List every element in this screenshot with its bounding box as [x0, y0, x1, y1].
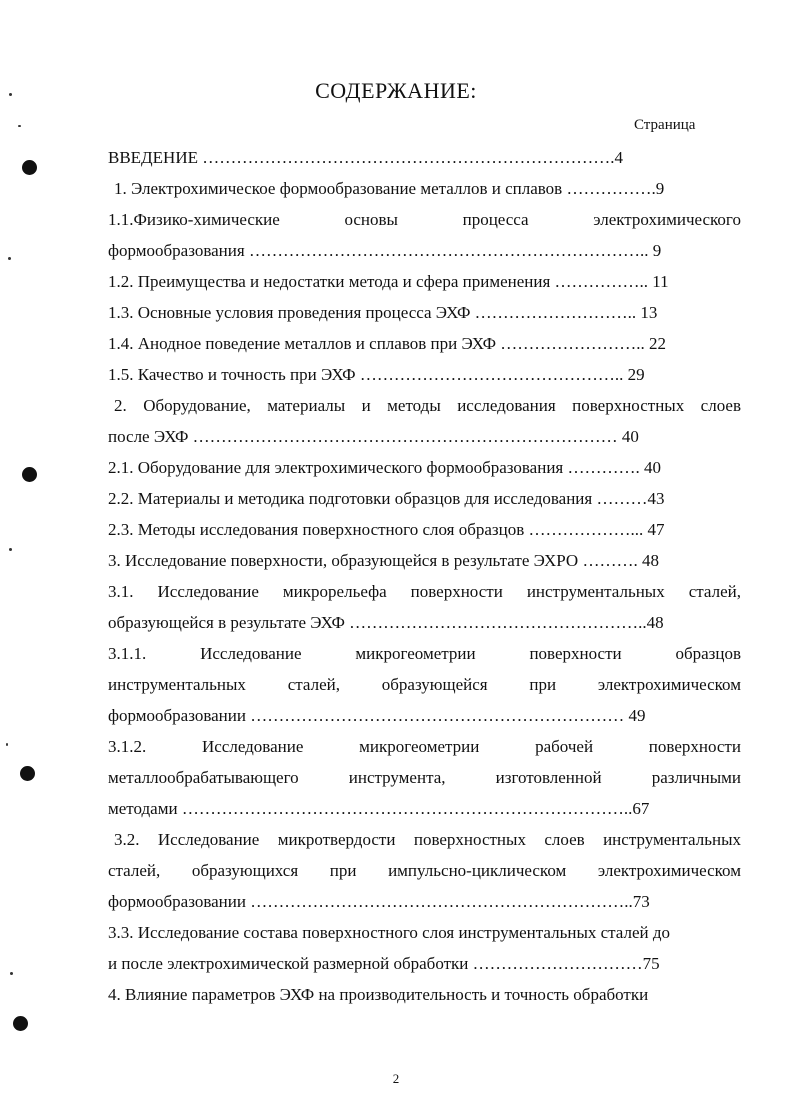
toc-word: электрохимического	[593, 210, 741, 229]
toc-word: инструментальных	[526, 582, 665, 601]
toc-word: электрохимическом	[597, 675, 741, 694]
toc-word: поверхности	[529, 644, 622, 663]
toc-word: методы	[387, 396, 441, 415]
toc-entry-1-2: 1.2. Преимущества и недостатки метода и сфера применения …………….. 11	[108, 272, 669, 291]
toc-entry-3-1-1-end: формообразовании ………………………………………………………… 49	[108, 706, 646, 725]
toc-entry-3-1-2	[108, 731, 741, 762]
toc-entry-3-2-end: формообразовании …………………………………………………………..73	[108, 892, 650, 911]
table-of-contents	[108, 142, 741, 1010]
toc-word: импульсно-циклическом	[388, 861, 567, 880]
toc-entry-1-4: 1.4. Анодное поведение металлов и сплавов при ЭХФ …………………….. 22	[108, 334, 667, 353]
toc-word: и	[361, 396, 371, 415]
punch-hole-4	[13, 1016, 28, 1031]
toc-word: образцов	[675, 644, 741, 663]
page-title: СОДЕРЖАНИЕ:	[315, 78, 477, 103]
toc-entry-3: 3. Исследование поверхности, образующейся в результате ЭХРО ………. 48	[108, 551, 659, 570]
toc-word: рабочей	[535, 737, 594, 756]
toc-word: 3.1.2.	[108, 737, 147, 756]
toc-word: Оборудование,	[143, 396, 251, 415]
toc-word: слоев	[700, 396, 741, 415]
toc-entry-3-3-cont: и после электрохимической размерной обработки …………………………75	[108, 954, 660, 973]
toc-word: процесса	[462, 210, 529, 229]
toc-entry-3-1-1	[108, 638, 741, 669]
toc-word: микрогеометрии	[359, 737, 480, 756]
toc-word: 3.1.1.	[108, 644, 147, 663]
toc-word: образующейся	[381, 675, 488, 694]
toc-word: Исследование	[200, 644, 302, 663]
page-number: 2	[392, 1071, 400, 1086]
toc-word: инструментальных	[108, 675, 246, 694]
toc-word: электрохимическом	[597, 861, 741, 880]
toc-word: слоев	[544, 830, 585, 849]
toc-entry-3-1-2-end: методами ……………………………………………………………………..67	[108, 799, 650, 818]
toc-word: изготовленной	[495, 768, 602, 787]
toc-word: образующихся	[191, 861, 299, 880]
toc-word: основы	[344, 210, 398, 229]
toc-word: инструмента,	[348, 768, 446, 787]
toc-entry-3-1-2-cont	[108, 762, 741, 793]
toc-word: сталей,	[108, 861, 161, 880]
toc-entry-3-2-cont	[108, 855, 741, 886]
toc-entry-2-2: 2.2. Материалы и методика подготовки образцов для исследования ………43	[108, 489, 665, 508]
toc-entry-4: 4. Влияние параметров ЭХФ на производительность и точность обработки	[108, 985, 649, 1004]
punch-hole-3	[20, 766, 35, 781]
toc-word: металлообрабатывающего	[108, 768, 299, 787]
toc-word: микрорельефа	[282, 582, 387, 601]
toc-entry-2-cont: после ЭХФ ………………………………………………………………… 40	[108, 427, 639, 446]
toc-word: исследования	[457, 396, 556, 415]
toc-entry-3-1-1-cont	[108, 669, 741, 700]
toc-word: при	[529, 675, 557, 694]
toc-entry-1-1-cont: формообразования …………………………………………………………….. 9	[108, 241, 662, 260]
toc-entry-2-1: 2.1. Оборудование для электрохимического формообразования …………. 40	[108, 458, 661, 477]
toc-word: сталей,	[688, 582, 741, 601]
toc-entry-introduction: ВВЕДЕНИЕ ……………………………………………………………….4	[108, 148, 623, 167]
toc-word: сталей,	[287, 675, 340, 694]
toc-word: при	[329, 861, 357, 880]
scan-speck	[18, 125, 21, 127]
toc-word: поверхности	[648, 737, 741, 756]
scan-speck	[6, 743, 8, 746]
scan-speck	[10, 972, 13, 975]
toc-entry-2	[108, 390, 741, 421]
toc-entry-1-5: 1.5. Качество и точность при ЭХФ ……………………………………….. 29	[108, 365, 645, 384]
toc-word: 1.1.Физико-химические	[108, 210, 280, 229]
toc-word: инструментальных	[603, 830, 741, 849]
toc-word: поверхности	[410, 582, 503, 601]
scan-speck	[9, 548, 12, 551]
toc-entry-1-3: 1.3. Основные условия проведения процесса ЭХФ ……………………….. 13	[108, 303, 658, 322]
toc-word: Исследование	[157, 830, 260, 849]
toc-word: 2.	[114, 396, 127, 415]
toc-entry-1-1	[108, 204, 741, 235]
toc-word: микрогеометрии	[355, 644, 476, 663]
punch-hole-1	[22, 160, 37, 175]
toc-entry-1: 1. Электрохимическое формообразование металлов и сплавов …………….9	[114, 179, 665, 198]
toc-word: 3.2.	[114, 830, 140, 849]
toc-word: Исследование	[201, 737, 304, 756]
toc-entry-3-1	[108, 576, 741, 607]
toc-entry-2-3: 2.3. Методы исследования поверхностного слоя образцов ………………... 47	[108, 520, 665, 539]
toc-word: различными	[651, 768, 741, 787]
punch-hole-2	[22, 467, 37, 482]
toc-entry-3-3: 3.3. Исследование состава поверхностного слоя инструментальных сталей до	[108, 923, 671, 942]
toc-entry-3-2	[108, 824, 741, 855]
page-column-label: Страница	[634, 117, 696, 133]
toc-word: поверхностных	[413, 830, 526, 849]
toc-word: материалы	[267, 396, 346, 415]
toc-word: Исследование	[157, 582, 259, 601]
toc-word: микротвердости	[277, 830, 396, 849]
scan-speck	[8, 257, 11, 260]
toc-word: 3.1.	[108, 582, 134, 601]
toc-entry-3-1-cont: образующейся в результате ЭХФ ……………………………………………..48	[108, 613, 664, 632]
toc-word: поверхностных	[572, 396, 685, 415]
